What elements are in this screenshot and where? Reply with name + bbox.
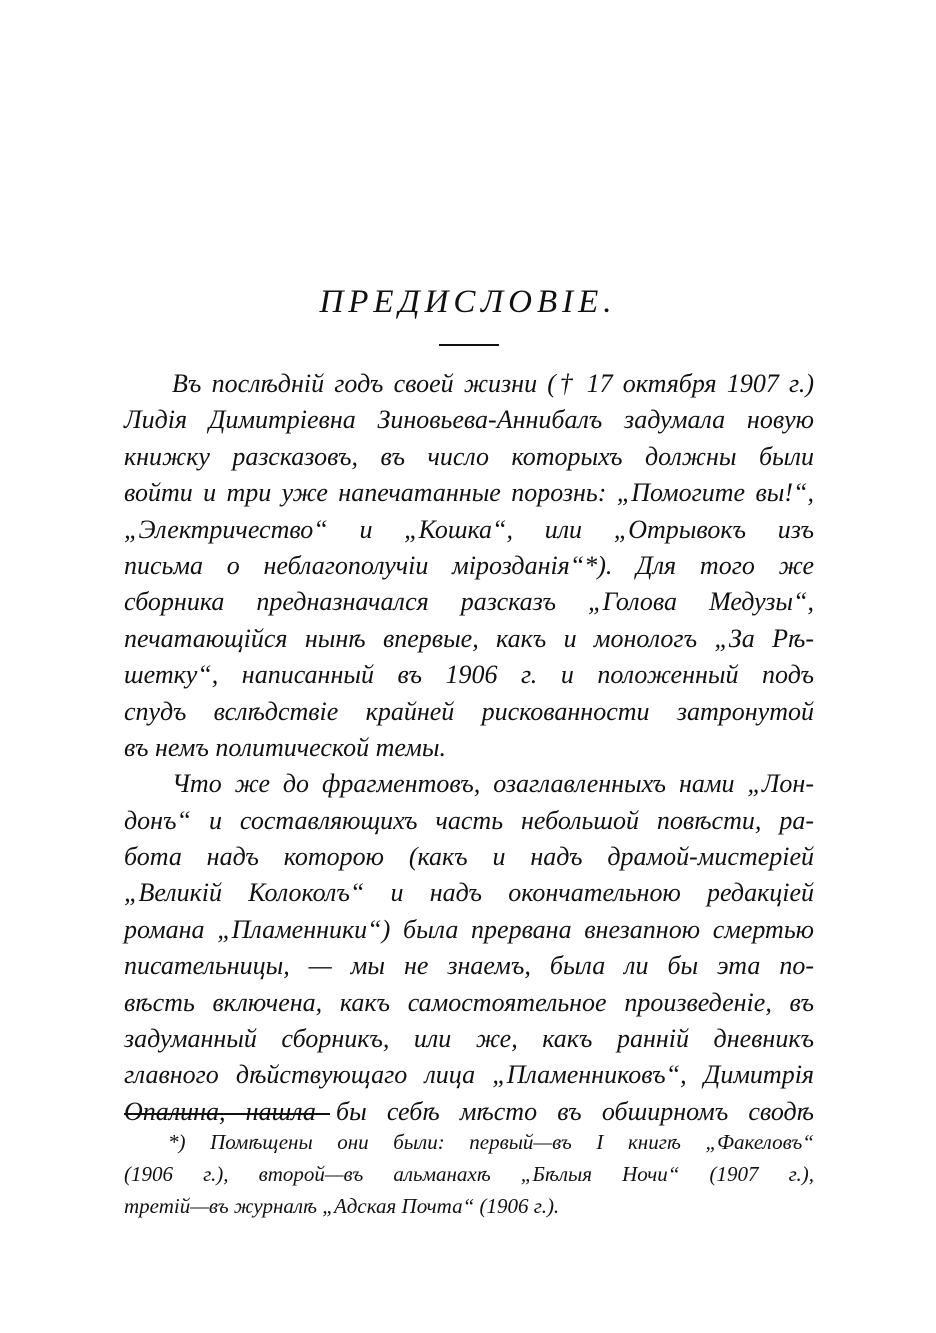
text-line: вѣсть включена, какъ самостоятельное произведеніе, въ (124, 987, 814, 1017)
text-line: писательницы, — мы не знаемъ, была ли бы эта по- (124, 951, 814, 981)
text-line: главного дѣйствующаго лица „Пламенниковъ“, Димитрія (124, 1060, 814, 1090)
footnote (124, 1126, 814, 1222)
text-line: Въ послѣдній годъ своей жизни († 17 октября 1907 г.) (172, 369, 814, 398)
title-divider (439, 344, 499, 346)
text-line: Опалина, нашла бы себѣ мѣсто въ обширномъ сводѣ (124, 1096, 814, 1126)
text-line: шетку“, написанный въ 1906 г. и положенный подъ (124, 660, 814, 690)
page-title: ПРЕДИСЛОВІЕ. (319, 284, 617, 320)
footnote-line: третій—въ журналѣ „Адская Почта“ (1906 г.). (124, 1194, 560, 1218)
text-line: донъ“ и составляющихъ часть небольшой повѣсти, ра- (124, 805, 814, 835)
text-line: „Электричество“ и „Кошка“, или „Отрывокъ изъ (124, 514, 814, 544)
text-line: бота надъ которою (какъ и надъ драмой-мистеріей (124, 842, 814, 872)
text-line: сборника предназначался разсказъ „Голова Медузы“, (124, 587, 814, 617)
footnote-line: (1906 г.), второй—въ альманахѣ „Бѣлыя Ночи“ (1907 г.), (124, 1162, 814, 1186)
text-line: войти и три уже напечатанные порознь: „Помогите вы!“, (124, 478, 814, 508)
text-line: въ немъ политической темы. (124, 732, 446, 762)
text-line: печатающійся нынѣ впервые, какъ и монологъ „За Рѣ- (124, 623, 814, 653)
footnote-line: *) Помѣщены они были: первый—въ I книгѣ „Факеловъ“ (168, 1130, 814, 1154)
text-line: спудъ вслѣдствіе крайней рискованности затронутой (124, 696, 814, 726)
text-line: Лидія Димитріевна Зиновьева-Аннибалъ задумала новую (124, 405, 814, 435)
text-line: книжку разсказовъ, въ число которыхъ должны были (124, 441, 814, 471)
text-line: романа „Пламенники“) была прервана внезапною смертью (124, 914, 814, 944)
text-line: Что же до фрагментовъ, озаглавленныхъ нами „Лон- (172, 769, 814, 799)
text-line: письма о неблагополучіи мірозданія“*). Для того же (124, 550, 814, 580)
footnote-divider (124, 1113, 330, 1115)
preface-text (124, 366, 814, 1130)
text-line: „Великій Колоколъ“ и надъ окончательною редакціей (124, 878, 814, 908)
text-line: задуманный сборникъ, или же, какъ ранній дневникъ (124, 1024, 814, 1054)
